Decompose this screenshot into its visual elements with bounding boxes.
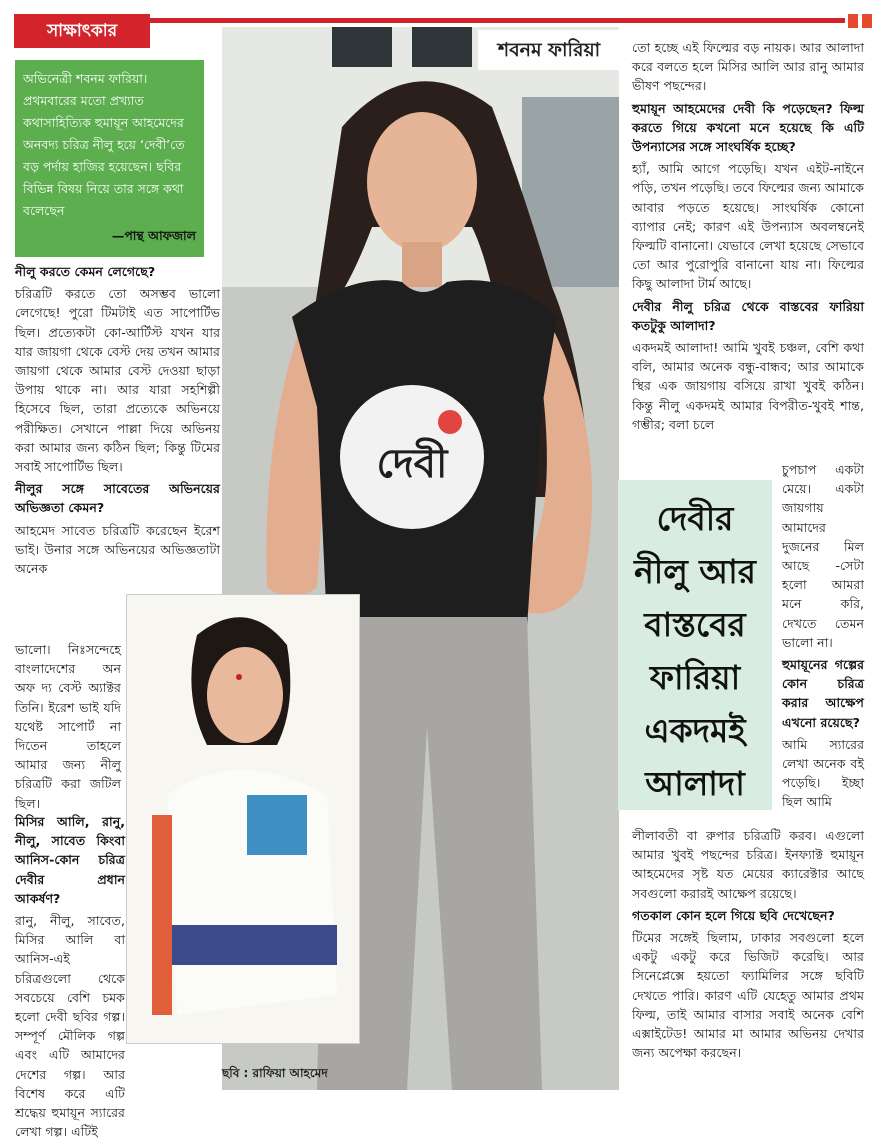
right-column-bottom xyxy=(632,826,864,1065)
question-heading: নীলু করতে কেমন লেগেছে? xyxy=(15,264,156,279)
pull-quote-line: নীলু আর xyxy=(634,552,756,591)
header-rule xyxy=(150,18,845,23)
answer-paragraph: লীলাবতী বা রুপার চরিত্রটি করব। এগুলো আমার খুবই পছন্দের চরিত্র। ইনফ্যাক্ট হুমায়ূন আহমেদের সৃষ্ট যত মেয়ের ক্যারেক্টার আছে সবগুলো করারই আক্ষেপ রয়েছে। xyxy=(632,828,864,901)
left-column-top xyxy=(15,262,220,581)
secondary-photo xyxy=(126,594,360,1044)
interviewee-name: শবনম ফারিয়া xyxy=(478,30,620,70)
question-heading: দেবীর নীলু চরিত্র থেকে বাস্তবের ফারিয়া কতটুকু আলাদা? xyxy=(632,298,864,333)
section-tag: সাক্ষাৎকার xyxy=(14,14,150,48)
question-heading: মিসির আলি, রানু, নীলু, সাবেত কিংবা আনিস-কোন চরিত্র দেবীর প্রধান আকর্ষণ? xyxy=(15,814,125,906)
question-heading: হুমায়ূন আহমেদের দেবী কি পড়েছেন? ফিল্ম করতে গিয়ে কখনো মনে হয়েছে কি এটি উপন্যাসের সঙ্গে সাংঘর্ষিক হচ্ছে? xyxy=(632,100,864,155)
question-heading: নীলুর সঙ্গে সাবেতের অভিনয়ের অভিজ্ঞতা কেমন? xyxy=(15,481,220,516)
question-heading: হুমায়ূনের গল্পের কোন চরিত্র করার আক্ষেপ এখনো রয়েছে? xyxy=(782,657,864,730)
corner-mark xyxy=(848,14,858,28)
answer-paragraph: আহমেদ সাবেত চরিত্রটি করেছেন ইরেশ ভাই। উনার সঙ্গে অভিনয়ের অভিজ্ঞতাটা অনেক xyxy=(15,522,220,577)
answer-paragraph: চুপচাপ একটা মেয়ে। একটা জায়গায় আমাদের দুজনের মিল আছে -সেটা হলো আমরা মনে করি, দেখতে তেমন ভালো না। xyxy=(782,462,864,650)
shirt-logo-text: দেবী xyxy=(376,440,448,487)
intro-box xyxy=(15,60,204,257)
pull-quote-line: ফারিয়া xyxy=(649,658,741,697)
pull-quote-line: আলাদা xyxy=(645,764,745,803)
pull-quote-line: একদমই xyxy=(644,711,746,750)
right-column-top xyxy=(632,38,864,437)
answer-paragraph: চরিত্রটি করতে তো অসম্ভব ভালো লেগেছে! পুরো টিমটাই এত সাপোর্টিভ ছিল। প্রত্যেকটা কো-আর্টিস্ট যখন যার যার জায়গা থেকে বেস্ট দেয় তখন আমার জায়গা থেকে আমার বেস্ট দেওয়া ছাড়া উপায় থাকে না। আর যারা সহশিল্পী হিসেবে ছিল, তারা প্রত্যেকে অভিনয়ে পরীক্ষিত। সেখানে পাল্লা দিয়ে অভিনয় করা আমার জন্য কঠিন ছিল; কিন্তু টিমের সবাই সাপোর্টিভ ছিল। xyxy=(15,286,220,475)
byline: —পান্থ আফজাল xyxy=(111,228,196,243)
pull-quote-line: দেবীর xyxy=(656,499,734,538)
left-column-narrow xyxy=(15,640,121,816)
corner-mark xyxy=(862,14,872,28)
left-column-bottom xyxy=(15,812,125,1144)
answer-paragraph: হ্যাঁ, আমি আগে পড়েছি। যখন এইট-নাইনে পড়ি, তখন পড়েছি। তবে ফিল্মের জন্য আমাকে আবার পড়তে হয়েছে। সাংঘর্ষিক কোনো ব্যাপার নেই; কারণ এই উপন্যাস অবলম্বনেই ফিল্মটি বানানো। যেভাবে লেখা হয়েছে সেভাবে তো আর পুরোপুরি বানানো যায় না। ফিল্মের কিছু আলাদা টার্ম আছে। xyxy=(632,161,864,292)
intro-text: অভিনেত্রী শবনম ফারিয়া। প্রথমবারের মতো প্রখ্যাত কথাসাহিত্যিক হুমায়ূন আহমেদের অনবদ্য চরিত্র নীলু হয়ে ‘দেবী’তে বড় পর্দায় হাজির হয়েছেন। ছবির বিভিন্ন বিষয় নিয়ে তার সঙ্গে কথা বলেছেন xyxy=(23,71,185,218)
answer-paragraph: ভালো। নিঃসন্দেহে বাংলাদেশের অন অফ দ্য বেস্ট অ্যাক্টর তিনি। ইরেশ ভাই যদি যথেষ্ট সাপোর্ট না দিতেন তাহলে আমার জন্য নীলু চরিত্রটি করা জটিল ছিল। xyxy=(15,642,121,811)
answer-paragraph: আমি স্যারের লেখা অনেক বই পড়েছি। ইচ্ছা ছিল আমি xyxy=(782,736,864,810)
answer-paragraph: টিমের সঙ্গেই ছিলাম, ঢাকার সবগুলো হলে একটু একটু করে ভিজিট করেছি। আর সিনেপ্লেক্সে হয়তো ফ্যামিলির সঙ্গে ছবিটি দেখতে পারি। কারণ এটি যেহেতু আমার প্রথম ফিল্ম, তাই আমার বাসার সবাই অনেক বেশি এক্সাইটেড! আমার মা আমার অভিনয় দেখার জন্য অপেক্ষা করছেন। xyxy=(632,930,864,1061)
pull-quote xyxy=(618,480,772,810)
right-column-narrow xyxy=(782,460,864,815)
pull-quote-line: বাস্তবের xyxy=(644,605,746,644)
question-heading: গতকাল কোন হলে গিয়ে ছবি দেখেছেন? xyxy=(632,907,835,923)
photo-credit: ছবি : রাফিয়া আহমেদ xyxy=(222,1066,328,1080)
secondary-photo-illustration xyxy=(127,595,359,1043)
answer-paragraph: রানু, নীলু, সাবেত, মিসির আলি বা আনিস-এই চরিত্রগুলো থেকে সবচেয়ে বেশি চমক হলো দেবী ছবির গল্প। সম্পূর্ণ মৌলিক গল্প এবং এটি আমাদের দেশের গল্প। আর বিশেষ করে এটি শ্রদ্ধেয় হুমায়ূন স্যারের লেখা গল্প। এটিই xyxy=(15,913,125,1140)
answer-paragraph: তো হচ্ছে এই ফিল্মের বড় নায়ক। আর আলাদা করে বলতে হলে মিসির আলি আর রানু আমার ভীষণ পছন্দের। xyxy=(632,40,864,94)
answer-paragraph: একদমই আলাদা! আমি খুবই চঞ্চল, বেশি কথা বলি, আমার অনেক বন্ধু-বান্ধব; আর আমাকে স্থির এক জায়গায় বসিয়ে রাখা খুবই কঠিন। কিন্তু নীলু একদমই আমার বিপরীত-খুবই শান্ত, গম্ভীর; বলা চলে xyxy=(632,340,864,432)
